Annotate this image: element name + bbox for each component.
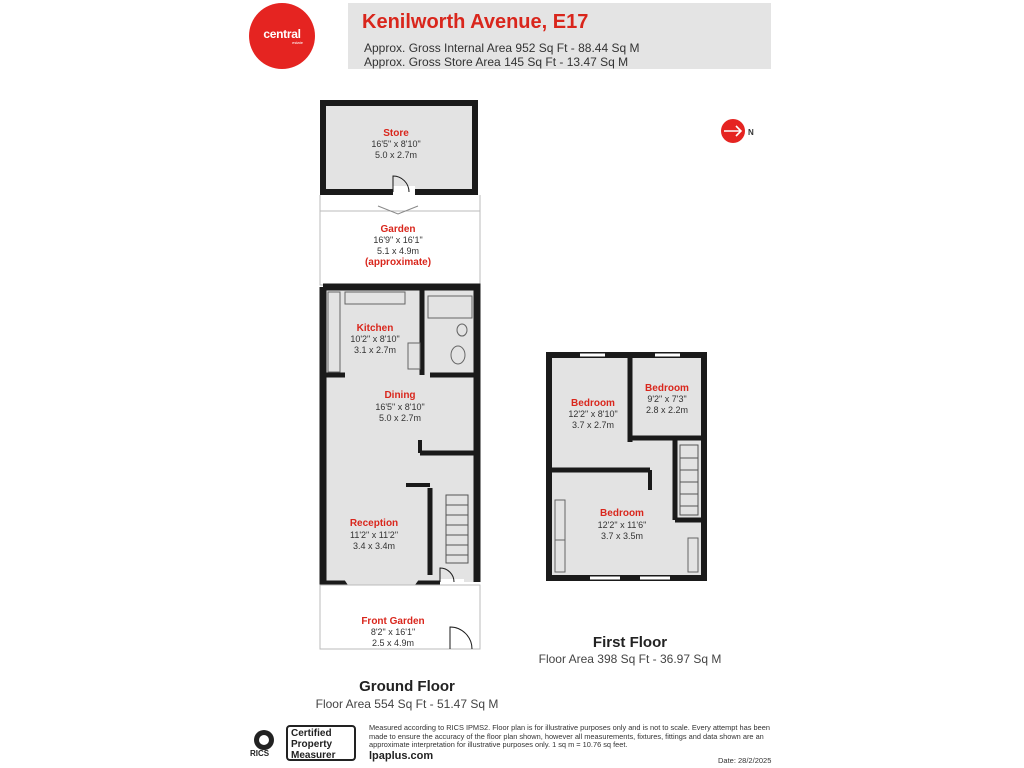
svg-text:3.1 x 2.7m: 3.1 x 2.7m: [353, 345, 397, 355]
svg-text:16'5" x 8'10": 16'5" x 8'10": [375, 402, 425, 412]
property-title: Kenilworth Avenue, E17: [362, 11, 589, 33]
svg-text:11'2" x 11'2": 11'2" x 11'2": [349, 530, 399, 540]
svg-text:3.7 x 3.5m: 3.7 x 3.5m: [600, 531, 644, 541]
bedroom-2-label: Bedroom: [645, 383, 689, 394]
bedroom-1-label: Bedroom: [571, 398, 615, 409]
first-floor-title: First Floor: [592, 634, 668, 651]
kitchen-label: Kitchen: [356, 323, 394, 334]
svg-text:10'2" x 8'10": 10'2" x 8'10": [350, 334, 400, 344]
ground-floor-area: Floor Area 554 Sq Ft - 51.47 Sq M: [315, 697, 499, 711]
svg-text:2.8 x 2.2m: 2.8 x 2.2m: [645, 405, 689, 415]
svg-text:16'5" x 8'10": 16'5" x 8'10": [371, 139, 421, 149]
reception-label: Reception: [349, 518, 399, 529]
svg-text:8'2" x 16'1": 8'2" x 16'1": [370, 627, 416, 637]
first-floor-area: Floor Area 398 Sq Ft - 36.97 Sq M: [538, 652, 722, 666]
ground-floor-title: Ground Floor: [359, 678, 455, 695]
compass-label: N: [748, 128, 754, 137]
rics-label: RICS: [250, 749, 270, 758]
ground-floor-house: [323, 287, 477, 606]
front-garden-label: Front Garden: [361, 616, 425, 627]
plan-date: Date: 28/2/2025: [718, 756, 772, 765]
svg-text:12'2" x 11'6": 12'2" x 11'6": [597, 520, 647, 530]
svg-text:5.0 x 2.7m: 5.0 x 2.7m: [374, 150, 418, 160]
compass-icon: [721, 119, 754, 143]
website-link[interactable]: lpaplus.com: [369, 750, 434, 762]
svg-text:16'9" x 16'1": 16'9" x 16'1": [373, 235, 423, 245]
internal-area: Approx. Gross Internal Area 952 Sq Ft - 88.44 Sq M: [364, 41, 640, 55]
certified-property-measurer: Certified Property Measurer: [286, 725, 356, 761]
svg-text:2.5 x 4.9m: 2.5 x 4.9m: [371, 638, 415, 648]
store-area: Approx. Gross Store Area 145 Sq Ft - 13.47 Sq M: [364, 55, 629, 69]
bedroom-3-label: Bedroom: [600, 508, 644, 519]
store-label: Store: [383, 128, 409, 139]
disclaimer-text: Measured according to RICS IPMS2. Floor plan is for illustrative purposes only and is not to scale. Every attempt has been made to ensure the accuracy of the floor plan shown, however all measurements, fixtures, fittings and data shown are an approximate interpretation for illustrative purposes only. 1 sq m = 10.76 sq feet.: [369, 723, 770, 750]
garden-label: Garden: [380, 224, 416, 235]
svg-text:5.0 x 2.7m: 5.0 x 2.7m: [378, 413, 422, 423]
svg-text:9'2" x 7'3": 9'2" x 7'3": [647, 394, 687, 404]
logo-text: central: [263, 26, 301, 41]
rics-badge: [249, 725, 359, 763]
dining-label: Dining: [384, 390, 416, 401]
store-room: [323, 103, 475, 195]
svg-text:3.4 x 3.4m: 3.4 x 3.4m: [352, 541, 396, 551]
logo-subtext: estate: [292, 39, 303, 45]
svg-text:5.1 x 4.9m: 5.1 x 4.9m: [376, 246, 420, 256]
svg-text:12'2" x 8'10": 12'2" x 8'10": [568, 409, 618, 419]
svg-text:3.7 x 2.7m: 3.7 x 2.7m: [571, 420, 615, 430]
svg-text:(approximate): (approximate): [364, 257, 432, 268]
